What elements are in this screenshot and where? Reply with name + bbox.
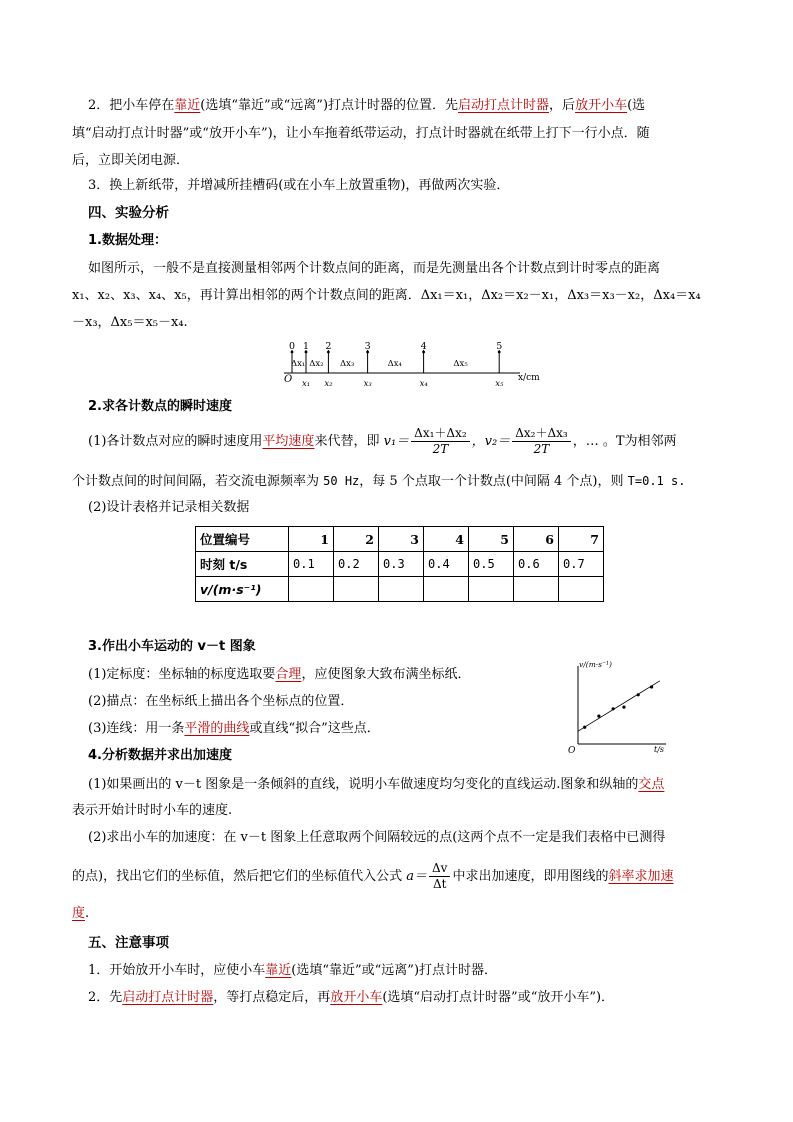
tape-diagram (280, 340, 550, 390)
answer-blank: 靠近 (265, 963, 292, 978)
answer-blank: 放开小车 (575, 98, 628, 113)
table-cell-empty (514, 577, 559, 602)
answer-blank: 度 (72, 906, 86, 921)
table-cell-empty (289, 577, 334, 602)
tape-point-number: 2 (325, 341, 332, 352)
vt-data-point (637, 693, 640, 696)
vt-data-point (597, 714, 600, 717)
table-cell: 6 (514, 527, 559, 552)
step3-line: 3．换上新纸带，并增减所挂槽码(或在小车上放置重物)，再做两次实验． (88, 178, 510, 193)
text: (3)连线：用一条 (88, 721, 185, 736)
tape-point-number: 4 (420, 341, 427, 352)
table-header-position: 位置编号 (196, 527, 289, 552)
fraction-numerator: Δv (429, 861, 450, 877)
section-title-notes: 五、注意事项 (88, 935, 169, 951)
table-cell-empty (379, 577, 424, 602)
tape-position-label: x₂ (324, 379, 333, 389)
fraction-acceleration (429, 861, 450, 892)
fraction-numerator: Δx₂＋Δx₃ (512, 426, 571, 442)
text: 来代替，即 (314, 434, 380, 449)
period-value: T=0.1 s. (627, 474, 686, 488)
table-cell: 0.4 (424, 552, 469, 577)
text: 中求出加速度，即用图线的 (452, 869, 609, 884)
text: 2．先 (88, 990, 123, 1005)
accel-para-line3: (2)求出小车的加速度：在 v－t 图象上任意取两个间隔较远的点(这两个点不一定是我们表格中已测得 (88, 830, 666, 845)
vt-fit-line (578, 681, 660, 731)
table-cell-empty (424, 577, 469, 602)
table-row (196, 527, 604, 552)
data-para-line3: －x₃，Δx₅＝x₅－x₄. (72, 315, 188, 330)
table-cell: 1 (289, 527, 334, 552)
text: . (85, 906, 90, 921)
answer-blank: 放开小车 (330, 990, 383, 1005)
subsection-title-acceleration: 4.分析数据并求出加速度 (88, 748, 232, 763)
table-cell: 4 (424, 527, 469, 552)
text: ，每 5 个点取一个计数点(中间隔 4 个点)，则 (359, 474, 624, 489)
tape-position-label: x₅ (495, 379, 504, 389)
table-cell: 3 (379, 527, 424, 552)
note-line1 (88, 961, 748, 981)
accel-para-line2: 表示开始计时时小车的速度. (72, 803, 233, 818)
velocity-para-line1 (88, 426, 748, 457)
table-cell-empty (469, 577, 514, 602)
tape-position-label: x₁ (302, 379, 311, 389)
vt-origin: O (568, 746, 576, 756)
accel-para-line1 (88, 775, 748, 795)
tape-delta-label: Δx₂ (309, 359, 324, 369)
step2-line3: 后，立即关闭电源． (72, 153, 190, 168)
fraction-denominator: 2T (533, 442, 550, 456)
tape-position-label: x₃ (363, 379, 372, 389)
tape-delta-label: Δx₅ (453, 359, 468, 369)
section-title-analysis: 四、实验分析 (88, 205, 169, 221)
accel-para-line4 (72, 860, 732, 894)
vt-xlabel: t/s (654, 745, 665, 754)
text: ，后 (549, 98, 576, 113)
frequency-value: 50 Hz (323, 474, 360, 488)
vt-ylabel: v/(m·s⁻¹) (579, 660, 612, 669)
table-cell-empty (559, 577, 604, 602)
table-row (196, 552, 604, 577)
table-cell: 2 (334, 527, 379, 552)
text: (选填“靠近”或“远离”)打点计时器． (291, 963, 498, 978)
velocity-para-line3: (2)设计表格并记录相关数据 (88, 500, 250, 515)
step2-line1 (88, 96, 748, 116)
formula-label: a＝ (406, 869, 427, 884)
text: (1)如果画出的 v－t 图象是一条倾斜的直线，说明小车做速度均匀变化的直线运动.图象和纵轴的 (88, 777, 639, 792)
table-cell: 7 (559, 527, 604, 552)
answer-blank: 平均速度 (262, 434, 315, 449)
fraction-numerator: Δx₁＋Δx₂ (411, 426, 470, 442)
data-para-line2: x₁、x₂、x₃、x₄、x₅，再计算出相邻的两个计数点间的距离．Δx₁＝x₁，Δx₂＝x₂－x₁，Δx₃＝x₃－x₂，Δx₄＝x₄ (72, 288, 701, 303)
text: 2．把小车停在 (88, 98, 175, 113)
text: ，应使图象大致布满坐标纸． (301, 667, 471, 682)
tape-point-number: 1 (303, 341, 310, 352)
tape-delta-label: Δx₁ (291, 359, 306, 369)
table-row (196, 577, 604, 602)
table-cell: 0.2 (334, 552, 379, 577)
table-header-time: 时刻 t/s (196, 552, 289, 577)
vt-data-point (622, 706, 625, 709)
tape-delta-label: Δx₄ (387, 359, 402, 369)
answer-blank: 合理 (275, 667, 302, 682)
answer-blank: 靠近 (174, 98, 201, 113)
tape-point-number: 0 (289, 341, 296, 352)
table-cell: 0.5 (469, 552, 514, 577)
graph-para-line2: (2)描点：在坐标纸上描出各个坐标点的位置． (88, 694, 354, 709)
text: 的点)，找出它们的坐标值，然后把它们的坐标值代入公式 (72, 869, 403, 884)
text: (选 (627, 98, 646, 113)
velocity-para-line2 (72, 471, 732, 492)
answer-blank: 平滑的曲线 (184, 721, 250, 736)
tape-axis-label: x/cm (518, 373, 540, 383)
step2-line2: 填“启动打点计时器”或“放开小车”)，让小车拖着纸带运动，打点计时器就在纸带上打下一行小点．随 (72, 126, 650, 141)
tape-origin-label: O (284, 374, 293, 385)
v2-label: ，v₂＝ (471, 434, 511, 449)
vt-data-point (612, 707, 615, 710)
vt-data-point (650, 685, 653, 688)
table-cell: 0.1 (289, 552, 334, 577)
table-header-velocity: v/(m·s⁻¹) (196, 577, 289, 602)
text: 个计数点间的时间间隔，若交流电源频率为 (72, 474, 320, 489)
text: (1)定标度：坐标轴的标度选取要 (88, 667, 276, 682)
table-cell-empty (334, 577, 379, 602)
fraction-v2 (512, 426, 571, 457)
text: ，… 。T为相邻两 (572, 434, 677, 449)
text: ，等打点稳定后，再 (213, 990, 331, 1005)
subsection-title-velocity: 2.求各计数点的瞬时速度 (88, 399, 232, 414)
note-line2 (88, 988, 748, 1008)
vt-data-point (583, 726, 586, 729)
table-cell: 0.6 (514, 552, 559, 577)
tape-point-number: 3 (364, 341, 371, 352)
v1-label: v₁＝ (383, 434, 410, 449)
subsection-title-graph: 3.作出小车运动的 v－t 图象 (88, 639, 256, 654)
data-para-line1: 如图所示，一般不是直接测量相邻两个计数点间的距离，而是先测量出各个计数点到计时零点的距离 (88, 261, 661, 276)
text: (选填“靠近”或“远离”)打点计时器的位置．先 (200, 98, 459, 113)
accel-para-line5 (72, 904, 732, 924)
text: 1．开始放开小车时，应使小车 (88, 963, 266, 978)
text: 或直线“拟合”这些点． (249, 721, 380, 736)
table-cell: 0.7 (559, 552, 604, 577)
table-cell: 5 (469, 527, 514, 552)
text: (1)各计数点对应的瞬时速度用 (88, 434, 263, 449)
table-cell: 0.3 (379, 552, 424, 577)
tape-position-label: x₄ (419, 379, 428, 389)
text: (选填“启动打点计时器”或“放开小车”)． (382, 990, 615, 1005)
answer-blank: 启动打点计时器 (458, 98, 550, 113)
fraction-denominator: Δt (432, 877, 447, 891)
fraction-denominator: 2T (432, 442, 449, 456)
answer-blank: 斜率求加速 (608, 869, 674, 884)
tape-delta-label: Δx₃ (340, 359, 355, 369)
tape-point-number: 5 (496, 341, 503, 352)
subsection-title-data: 1.数据处理： (88, 233, 167, 248)
data-table (195, 526, 604, 602)
answer-blank: 交点 (638, 777, 665, 792)
fraction-v1 (411, 426, 470, 457)
answer-blank: 启动打点计时器 (122, 990, 214, 1005)
